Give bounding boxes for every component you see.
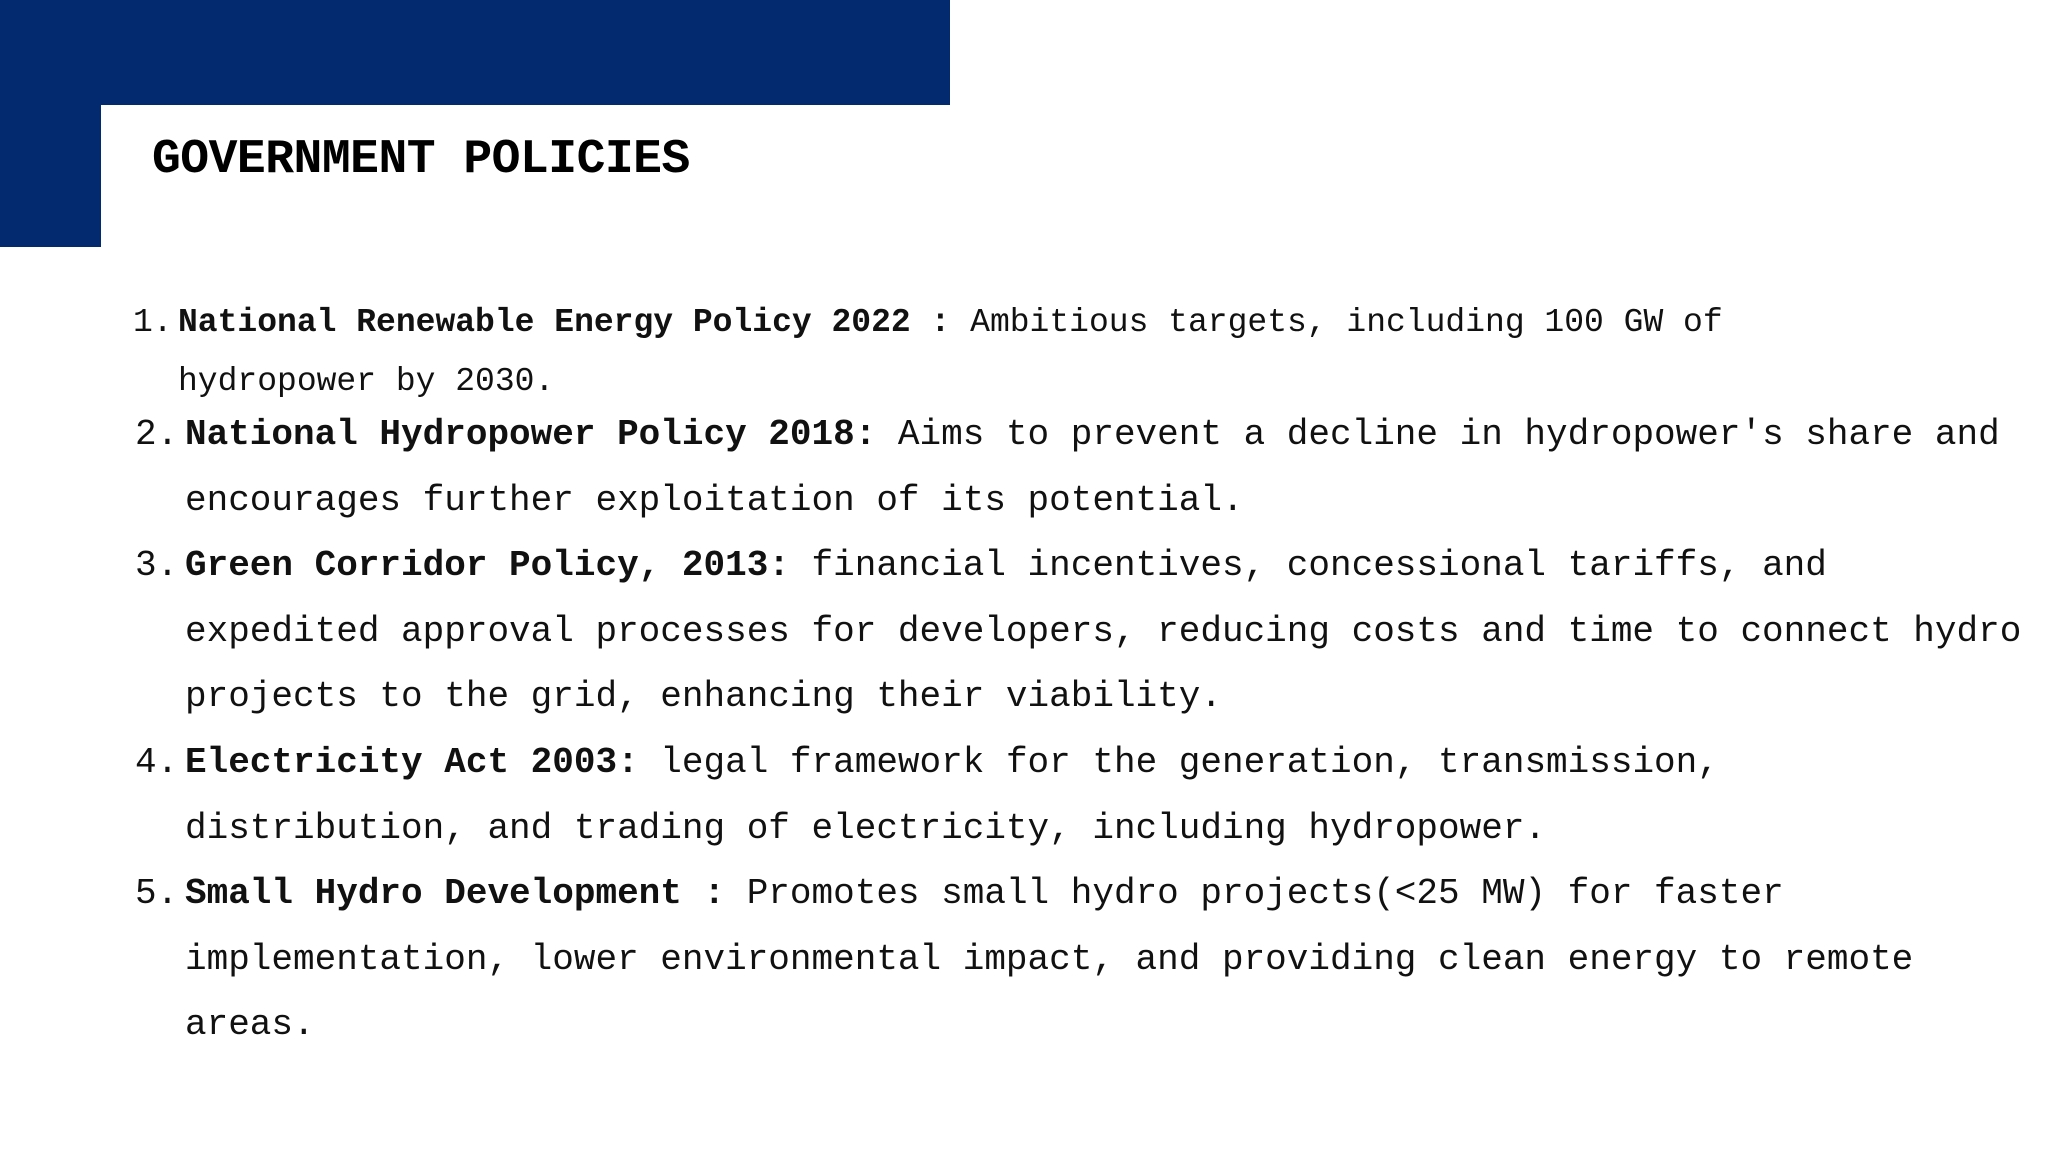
list-number: 3. <box>135 545 179 586</box>
policy-text <box>185 861 1965 1058</box>
policy-description: Promotes small hydro projects(<25 MW) for faster implementation, lower environmental impact, and providing clean energy to remote areas. <box>185 873 1914 1045</box>
policy-name: Electricity Act 2003: <box>185 742 639 783</box>
policy-description: Aims to prevent a decline in hydropower's share and encourages further exploitation of its potential. <box>185 414 2000 521</box>
policy-description: legal framework for the generation, transmission, distribution, and trading of electricity, including hydropower. <box>185 742 1719 849</box>
policy-description: Ambitious targets, including 100 GW of hydropower by 2030. <box>178 304 1723 400</box>
list-number: 1. <box>133 304 173 341</box>
policy-text <box>185 730 1965 861</box>
policy-text <box>185 402 2035 533</box>
policy-name: Green Corridor Policy, 2013: <box>185 545 790 586</box>
list-number: 2. <box>135 414 179 455</box>
policy-name: National Hydropower Policy 2018: <box>185 414 877 455</box>
slide-title: GOVERNMENT POLICIES <box>152 133 690 187</box>
policy-text <box>185 533 2035 730</box>
policy-text <box>178 293 1828 411</box>
policy-description: financial incentives, concessional tariffs, and expedited approval processes for developers, reducing costs and time to connect hydro projects to the grid, enhancing their viability. <box>185 545 2022 717</box>
policy-name: National Renewable Energy Policy 2022 : <box>178 304 951 341</box>
policy-name: Small Hydro Development : <box>185 873 726 914</box>
list-number: 4. <box>135 742 179 783</box>
list-number: 5. <box>135 873 179 914</box>
